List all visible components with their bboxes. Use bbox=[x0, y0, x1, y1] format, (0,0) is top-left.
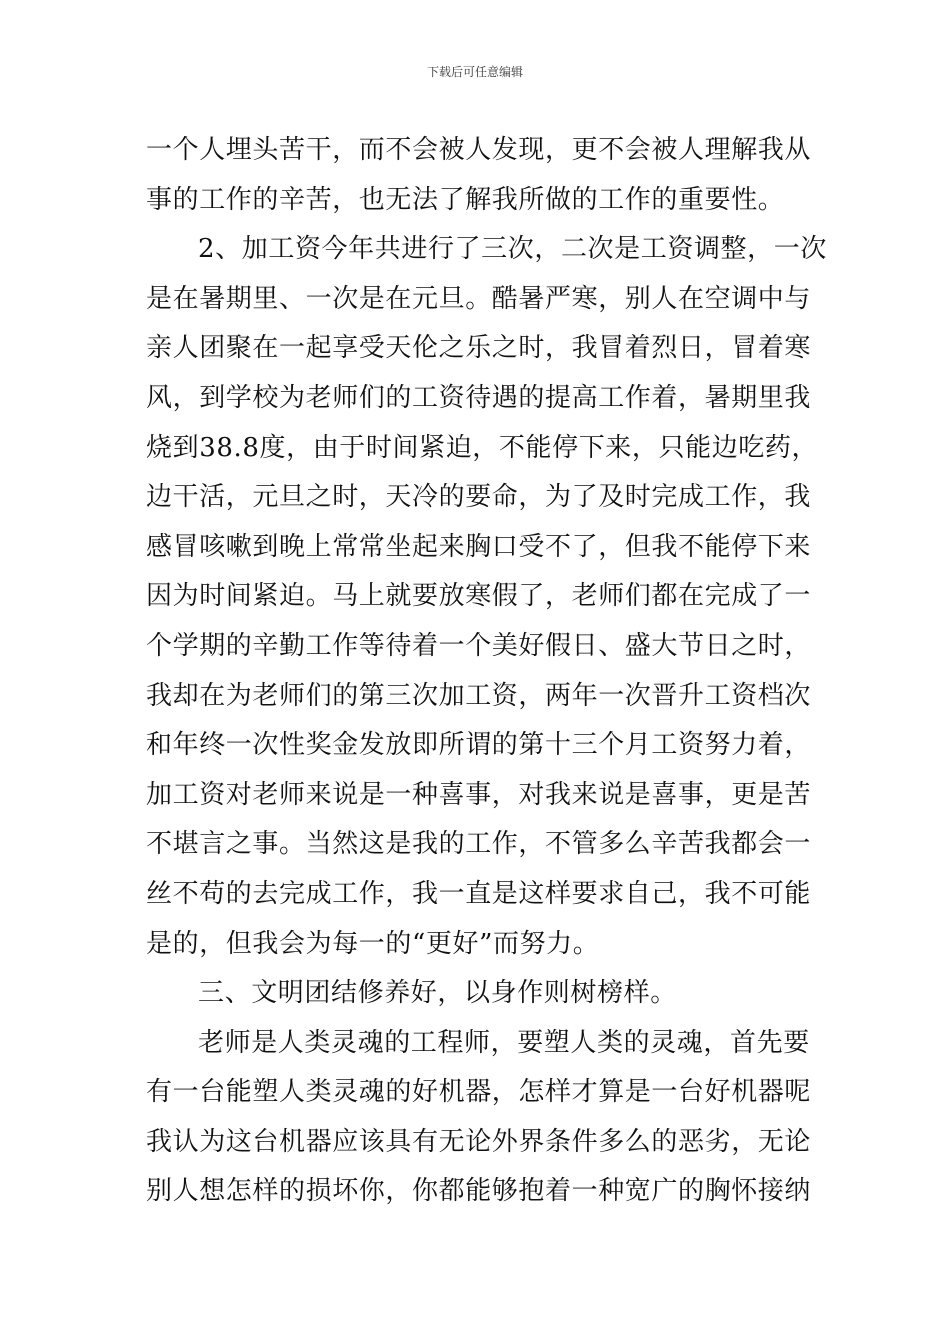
text-line: 别人想怎样的损坏你，你都能够抱着一种宽广的胸怀接纳 bbox=[146, 1176, 812, 1207]
text-line: 边干活，元旦之时，天冷的要命，为了及时完成工作，我 bbox=[146, 482, 812, 513]
text-line: 一个人埋头苦干，而不会被人发现，更不会被人理解我从 bbox=[146, 135, 812, 165]
text-line: 事的工作的辛苦，也无法了解我所做的工作的重要性。 bbox=[146, 184, 785, 215]
document-body bbox=[146, 126, 827, 1217]
text-line: 我认为这台机器应该具有无论外界条件多么的恶劣，无论 bbox=[146, 1126, 812, 1157]
text-line: 有一台能塑人类灵魂的好机器，怎样才算是一台好机器呢 bbox=[146, 1077, 812, 1108]
text-line: 个学期的辛勤工作等待着一个美好假日、盛大节日之时， bbox=[146, 630, 812, 661]
text-line: 风，到学校为老师们的工资待遇的提高工作着，暑期里我 bbox=[146, 382, 812, 413]
text-line: 亲人团聚在一起享受天伦之乐之时，我冒着烈日，冒着寒 bbox=[146, 333, 812, 364]
text-line: 我却在为老师们的第三次加工资，两年一次晋升工资档次 bbox=[146, 680, 812, 711]
section-heading: 三、文明团结修养好，以身作则树榜样。 bbox=[198, 978, 677, 1009]
page-header: 下载后可任意编辑 bbox=[426, 65, 523, 79]
text-line: 2、加工资今年共进行了三次，二次是工资调整，一次 bbox=[198, 234, 827, 265]
text-line: 和年终一次性奖金发放即所谓的第十三个月工资努力着， bbox=[146, 730, 812, 761]
text-line: 是在暑期里、一次是在元旦。酷暑严寒，别人在空调中与 bbox=[146, 283, 812, 314]
text-line: 烧到38.8度，由于时间紧迫，不能停下来，只能边吃药， bbox=[146, 432, 819, 463]
text-line: 老师是人类灵魂的工程师，要塑人类的灵魂，首先要 bbox=[198, 1027, 810, 1058]
text-line: 丝不苟的去完成工作，我一直是这样要求自己，我不可能 bbox=[146, 878, 812, 909]
text-line: 不堪言之事。当然这是我的工作，不管多么辛苦我都会一 bbox=[146, 829, 812, 860]
text-line: 感冒咳嗽到晚上常常坐起来胸口受不了，但我不能停下来 bbox=[146, 531, 812, 562]
text-line: 加工资对老师来说是一种喜事，对我来说是喜事，更是苦 bbox=[146, 779, 812, 810]
text-line: 因为时间紧迫。马上就要放寒假了，老师们都在完成了一 bbox=[146, 581, 812, 612]
text-line: 是的，但我会为每一的“更好”而努力。 bbox=[146, 928, 600, 959]
